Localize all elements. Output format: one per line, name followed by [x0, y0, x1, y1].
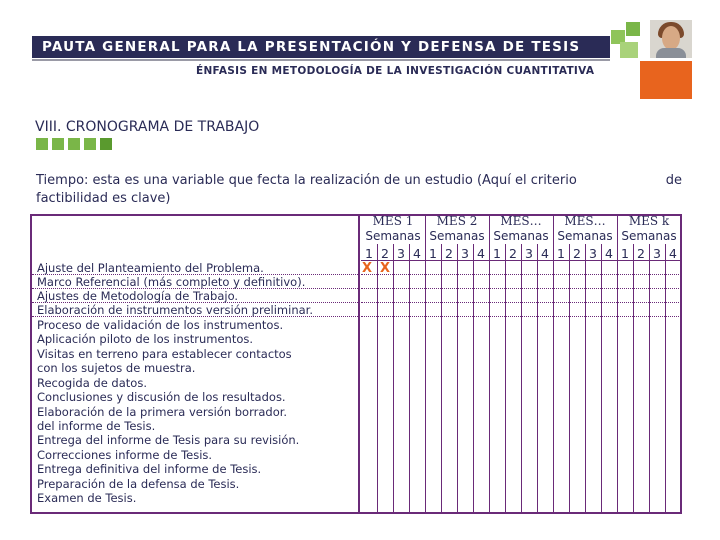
week-divider	[649, 244, 650, 514]
week-divider	[489, 244, 490, 514]
header-divider	[32, 59, 610, 61]
week-divider	[617, 244, 618, 514]
week-number: 4	[413, 246, 421, 261]
month-sub: Semanas	[557, 229, 613, 243]
deco-square-icon	[620, 42, 638, 58]
week-number: 2	[509, 246, 517, 261]
header-subtitle: ÉNFASIS EN METODOLOGÍA DE LA INVESTIGACIÓN CUANTITATIVA	[196, 65, 595, 77]
week-divider	[537, 244, 538, 514]
task-label: del informe de Tesis.	[37, 419, 156, 433]
section-bullets	[36, 138, 112, 150]
row-divider	[361, 316, 681, 317]
month-name: MES 1	[372, 214, 414, 228]
week-divider	[425, 244, 426, 514]
header-title: PAUTA GENERAL PARA LA PRESENTACIÓN Y DEFENSA DE TESIS	[42, 39, 581, 55]
month-name: MES k	[628, 214, 670, 228]
week-number: 2	[637, 246, 645, 261]
bullet-square-icon	[68, 138, 80, 150]
month-divider	[617, 214, 618, 244]
intro-paragraph	[36, 172, 682, 208]
month-header	[361, 214, 425, 244]
week-number: 4	[477, 246, 485, 261]
month-header	[489, 214, 553, 244]
task-label: Preparación de la defensa de Tesis.	[37, 477, 240, 491]
month-header	[617, 214, 681, 244]
week-number: 3	[589, 246, 597, 261]
week-number: 3	[653, 246, 661, 261]
task-label: Aplicación piloto de los instrumentos.	[37, 332, 254, 346]
week-divider	[473, 244, 474, 514]
task-label: Visitas en terreno para establecer contactos	[37, 347, 292, 361]
week-number: 2	[573, 246, 581, 261]
deco-square-icon	[626, 22, 640, 36]
week-divider	[585, 244, 586, 514]
task-label: con los sujetos de muestra.	[37, 361, 196, 375]
task-label: Recogida de datos.	[37, 376, 147, 390]
month-header	[553, 214, 617, 244]
week-number: 4	[605, 246, 613, 261]
week-number: 3	[525, 246, 533, 261]
week-number: 3	[397, 246, 405, 261]
task-label: Elaboración de la primera versión borrador.	[37, 405, 288, 419]
week-divider	[569, 244, 570, 514]
month-sub: Semanas	[429, 229, 485, 243]
presenter-photo	[650, 20, 692, 58]
week-divider	[505, 244, 506, 514]
week-number: 3	[461, 246, 469, 261]
section-title: VIII. CRONOGRAMA DE TRABAJO	[35, 119, 260, 135]
intro-text-1: esta es una variable que fecta la realización de un estudio (Aquí el criterio	[88, 173, 577, 188]
task-label: Entrega del informe de Tesis para su revisión.	[37, 433, 300, 447]
month-name: MES 2	[436, 214, 478, 228]
row-divider	[361, 302, 681, 303]
task-label: Conclusiones y discusión de los resultados.	[37, 390, 286, 404]
task-label: Correcciones informe de Tesis.	[37, 448, 213, 462]
task-label: Ajustes de Metodología de Trabajo.	[37, 289, 239, 303]
photo-face	[662, 26, 680, 50]
bullet-square-icon	[84, 138, 96, 150]
week-number: 1	[621, 246, 629, 261]
month-divider	[553, 214, 554, 244]
schedule-mark: X	[380, 261, 391, 276]
week-number: 1	[493, 246, 501, 261]
row-divider	[361, 274, 681, 275]
week-number: 4	[541, 246, 549, 261]
task-label: Elaboración de instrumentos versión preliminar.	[37, 303, 313, 317]
task-label: Marco Referencial (más completo y definitivo).	[37, 275, 306, 289]
month-name: MES…	[564, 214, 606, 228]
week-number: 1	[557, 246, 565, 261]
task-label: Examen de Tesis.	[37, 491, 137, 505]
week-divider	[377, 244, 378, 514]
bullet-square-icon	[52, 138, 64, 150]
orange-accent-block	[640, 61, 692, 99]
intro-text-2: factibilidad es clave)	[36, 191, 171, 206]
week-number: 4	[669, 246, 677, 261]
month-sub: Semanas	[621, 229, 677, 243]
week-number: 2	[381, 246, 389, 261]
intro-text-1-end: de	[665, 173, 682, 188]
month-divider	[425, 214, 426, 244]
task-label: Proceso de validación de los instrumentos.	[37, 318, 284, 332]
intro-lead: Tiempo:	[36, 173, 89, 188]
task-label: Ajuste del Planteamiento del Problema.	[37, 261, 264, 275]
week-divider	[457, 244, 458, 514]
month-divider	[489, 214, 490, 244]
week-divider	[633, 244, 634, 514]
week-header-divider	[361, 260, 681, 261]
task-label: Entrega definitiva del informe de Tesis.	[37, 462, 262, 476]
week-number: 1	[365, 246, 373, 261]
week-number: 2	[445, 246, 453, 261]
month-header	[425, 214, 489, 244]
schedule-mark: X	[362, 261, 373, 276]
bullet-square-icon	[100, 138, 112, 150]
photo-body	[656, 48, 686, 58]
month-sub: Semanas	[493, 229, 549, 243]
week-divider	[521, 244, 522, 514]
week-divider	[409, 244, 410, 514]
week-divider	[665, 244, 666, 514]
bullet-square-icon	[36, 138, 48, 150]
month-sub: Semanas	[365, 229, 421, 243]
month-name: MES…	[500, 214, 542, 228]
month-headers	[361, 214, 681, 244]
week-divider	[553, 244, 554, 514]
row-divider	[361, 288, 681, 289]
week-divider	[393, 244, 394, 514]
week-number: 1	[429, 246, 437, 261]
week-divider	[441, 244, 442, 514]
week-divider	[601, 244, 602, 514]
